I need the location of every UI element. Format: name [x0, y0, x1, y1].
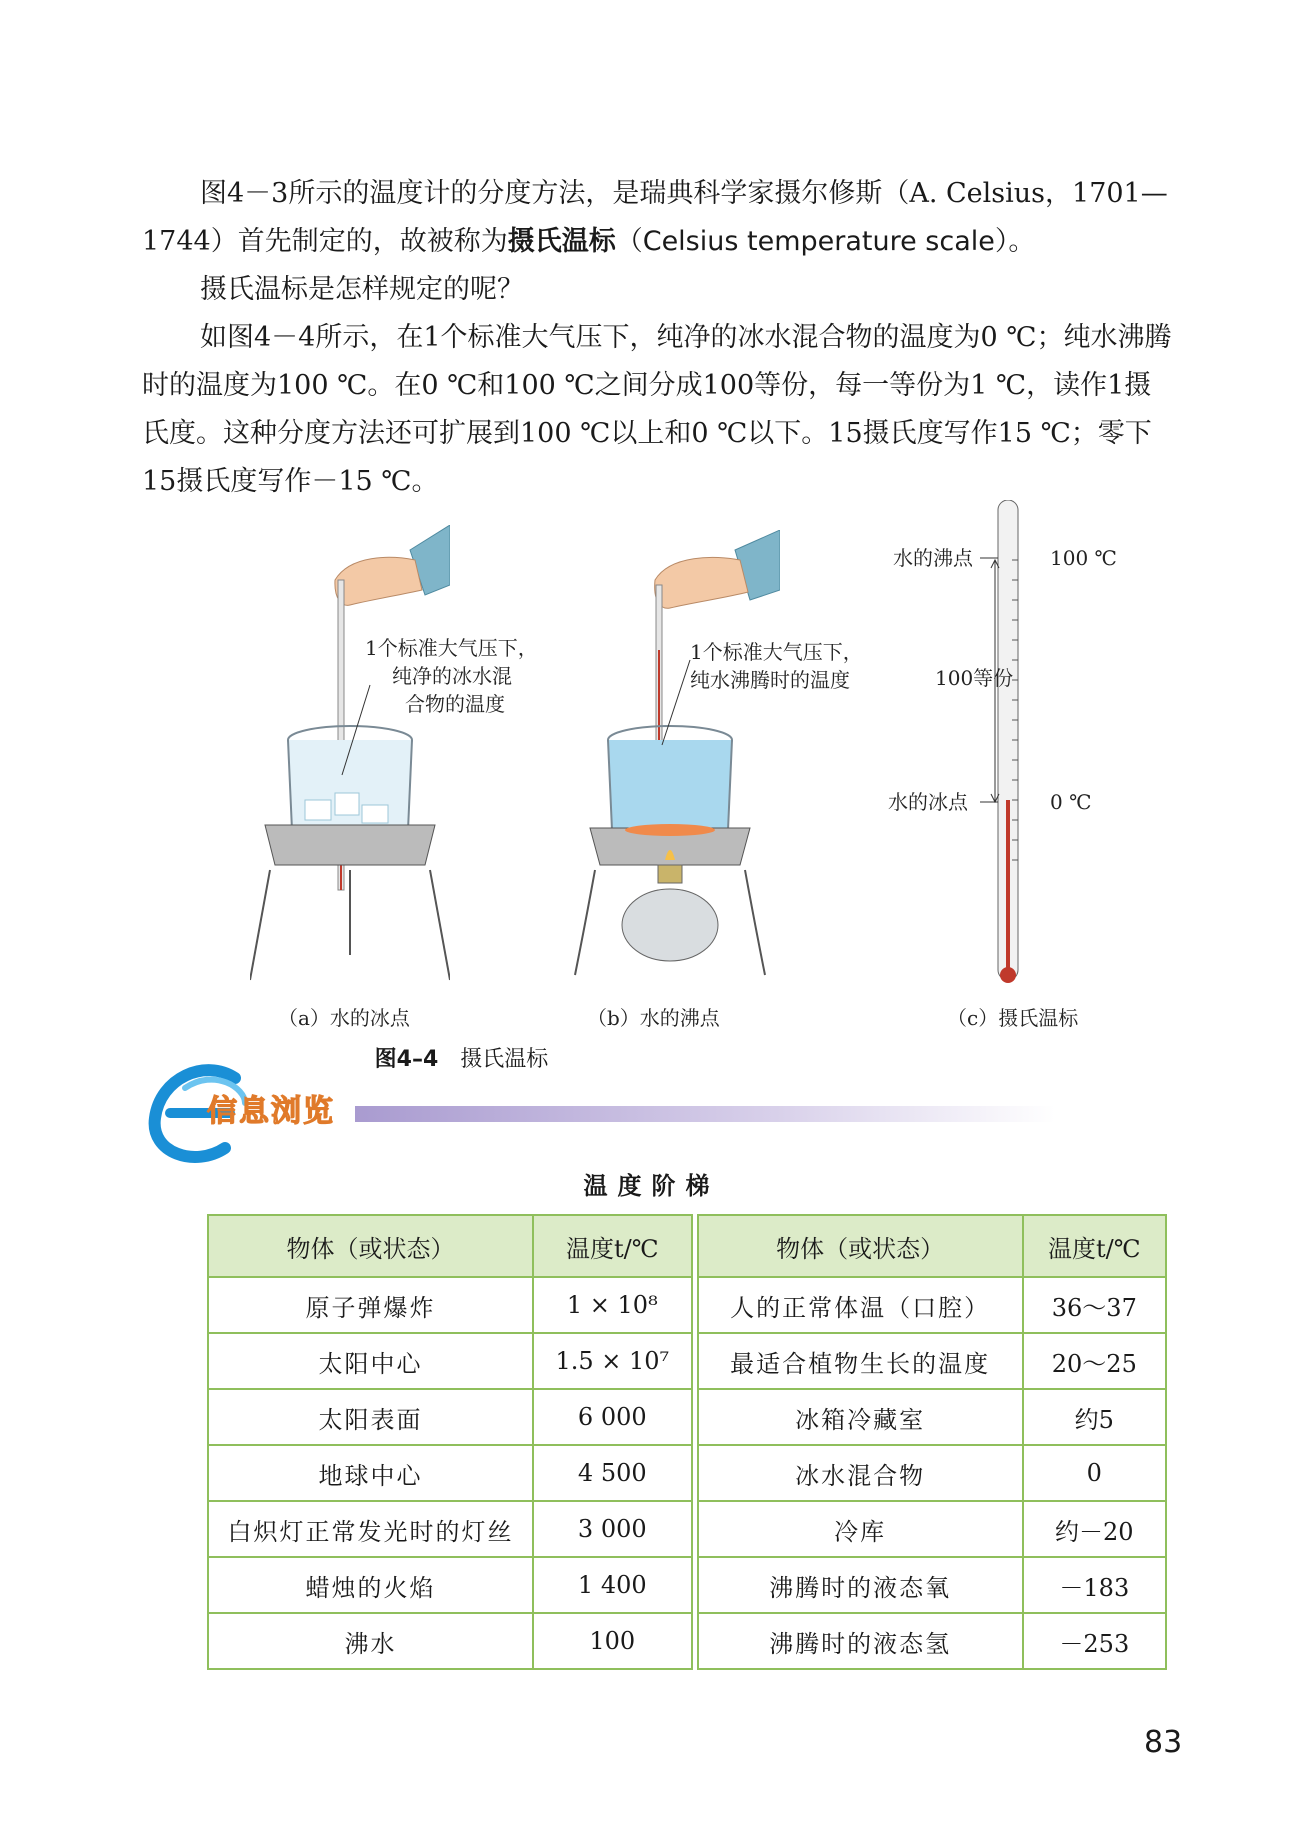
figure-b-label-1: 1个标准大气压下， [690, 640, 863, 664]
paragraph-2: 摄氏温标是怎样规定的呢？ [200, 274, 524, 305]
caption-a: （a）水的冰点 [278, 1006, 410, 1030]
table-row: 沸水 100 沸腾时的液态氢 －253 [208, 1613, 1166, 1669]
boiling-point-label: 水的沸点 [893, 546, 973, 570]
table-row: 原子弹爆炸 1 × 10⁸ 人的正常体温（口腔） 36～37 [208, 1277, 1166, 1333]
header-object-1: 物体（或状态） [208, 1215, 533, 1277]
info-banner-text: 信息浏览 [207, 1094, 335, 1129]
figure-a-ice-point [250, 525, 450, 985]
header-temp-2: 温度t/℃ [1023, 1215, 1166, 1277]
table-row: 太阳中心 1.5 × 10⁷ 最适合植物生长的温度 20～25 [208, 1333, 1166, 1389]
figure-a-label-3: 合物的温度 [405, 692, 505, 716]
caption-c: （c）摄氏温标 [947, 1006, 1079, 1030]
t0-label: 0 ℃ [1050, 790, 1092, 814]
figure-b-label-2: 纯水沸腾时的温度 [690, 668, 850, 692]
table-title: 温度阶梯 [583, 1172, 720, 1200]
table-row: 白炽灯正常发光时的灯丝 3 000 冷库 约－20 [208, 1501, 1166, 1557]
caption-b: （b）水的沸点 [587, 1006, 720, 1030]
freezing-point-label: 水的冰点 [888, 790, 968, 814]
paragraph-1: 图4－3所示的温度计的分度方法，是瑞典科学家摄尔修斯（A. Celsius，1701—1744）首先制定的，故被称为摄氏温标（Celsius temperature scale）。 [142, 178, 1168, 257]
temperature-ladder-table [207, 1214, 1167, 1670]
table-row: 蜡烛的火焰 1 400 沸腾时的液态氧 －183 [208, 1557, 1166, 1613]
info-banner [145, 1058, 1065, 1168]
table-header-row [208, 1215, 1166, 1277]
term-celsius-scale: 摄氏温标 [507, 226, 616, 257]
figure-a-label-2: 纯净的冰水混 [392, 664, 512, 688]
figure-title: 图4–4 摄氏温标 [374, 1047, 549, 1072]
t100-label: 100 ℃ [1050, 546, 1117, 570]
info-banner-bar [355, 1106, 1055, 1122]
table-row: 地球中心 4 500 冰水混合物 0 [208, 1445, 1166, 1501]
figure-b-boiling-point [570, 530, 780, 980]
divisions-label: 100等份 [935, 666, 1014, 690]
header-object-2: 物体（或状态） [698, 1215, 1023, 1277]
intro-text [142, 170, 1172, 506]
figure-a-label-1: 1个标准大气压下， [365, 636, 538, 660]
table-row: 太阳表面 6 000 冰箱冷藏室 约5 [208, 1389, 1166, 1445]
header-temp-1: 温度t/℃ [533, 1215, 691, 1277]
paragraph-3: 如图4－4所示，在1个标准大气压下，纯净的冰水混合物的温度为0 ℃；纯水沸腾时的温度为100 ℃。在0 ℃和100 ℃之间分成100等份，每一等份为1 ℃，读作1摄氏度。这种分度方法还可扩展到100 ℃以上和0 ℃以下。15摄氏度写作15 ℃；零下15摄氏度写作－15 ℃。 [142, 322, 1172, 497]
page-number: 83 [1144, 1725, 1183, 1760]
